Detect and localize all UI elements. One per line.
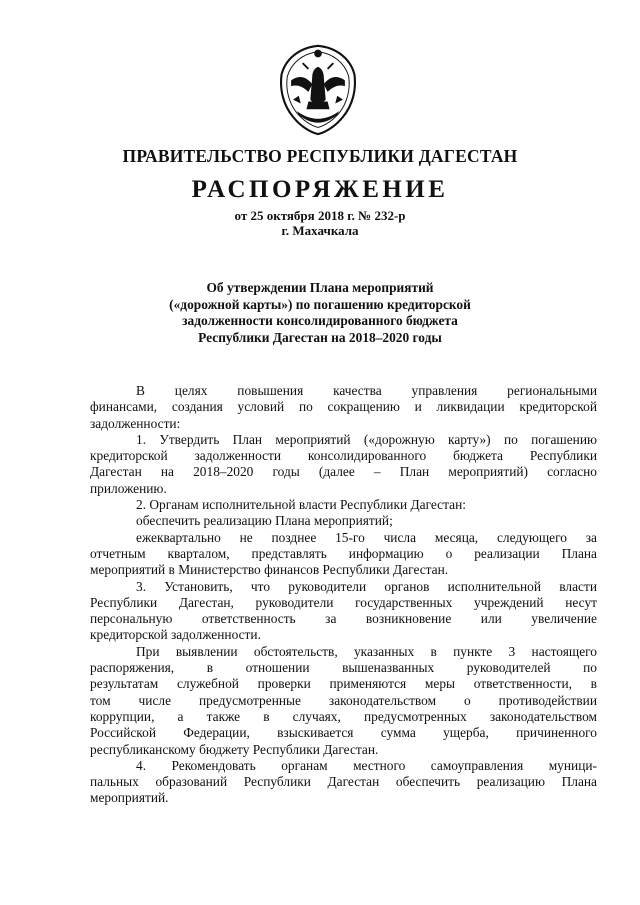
body-line: том числе предусмотренные законодательством о противодействии: [90, 692, 597, 708]
body-line: задолженности:: [90, 415, 181, 431]
body-line: отчетным кварталом, представлять информацию о реализации Плана: [90, 545, 597, 561]
body-line: результатам служебной проверки применяются меры ответственности, в: [90, 676, 597, 692]
document-city: г. Махачкала: [281, 223, 359, 238]
body-line: республиканскому бюджету Республики Дагестан.: [90, 741, 379, 757]
document-subject: [120, 280, 520, 346]
subject-line: Республики Дагестан на 2018–2020 годы: [198, 329, 442, 345]
body-line: кредиторской задолженности консолидированного бюджета Республики: [90, 448, 597, 464]
body-line: В целях повышения качества управления региональными: [136, 383, 597, 398]
dagestan-coat-of-arms-icon: [270, 42, 366, 138]
document-body: [90, 383, 597, 807]
document-type: РАСПОРЯЖЕНИЕ: [191, 176, 449, 203]
subject-line: Об утверждении Плана мероприятий: [206, 280, 434, 295]
body-line: пальных образований Республики Дагестан обеспечить реализацию Плана: [90, 774, 597, 790]
body-line: 1. Утвердить План мероприятий («дорожную карту») по погашению: [136, 431, 597, 447]
body-line: 3. Установить, что руководители органов исполнительной власти: [136, 578, 597, 594]
body-line: персональную ответственность за возникновение или увеличение: [90, 611, 597, 627]
body-line: При выявлении обстоятельств, указанных в пункте 3 настоящего: [136, 643, 597, 659]
body-line: ежеквартально не позднее 15-го числа месяца, следующего за: [136, 529, 597, 545]
body-line: Республики Дагестан, руководители государственных учреждений несут: [90, 594, 597, 610]
government-title: ПРАВИТЕЛЬСТВО РЕСПУБЛИКИ ДАГЕСТАН: [122, 146, 518, 166]
body-line: кредиторской задолженности.: [90, 627, 261, 643]
body-line: распоряжения, в отношении вышеназванных руководителей по: [90, 660, 597, 676]
document-date-number: от 25 октября 2018 г. № 232-р: [234, 208, 406, 223]
body-line: Дагестан на 2018–2020 годы (далее – План мероприятий) согласно: [90, 464, 597, 480]
body-line: Российской Федерации, взыскивается сумма ущерба, причиненного: [90, 725, 597, 741]
body-line: коррупции, а также в случаях, предусмотренных законодательством: [90, 708, 597, 724]
subject-line: задолженности консолидированного бюджета: [182, 313, 458, 328]
subject-line: («дорожной карты») по погашению кредиторской: [169, 296, 471, 312]
body-line: мероприятий в Министерство финансов Республики Дагестан.: [90, 562, 449, 578]
body-line: обеспечить реализацию Плана мероприятий;: [136, 513, 393, 529]
body-line: 2. Органам исполнительной власти Республики Дагестан:: [136, 497, 466, 513]
body-line: мероприятий.: [90, 790, 169, 806]
body-line: 4. Рекомендовать органам местного самоуправления муници-: [136, 757, 597, 773]
body-line: финансами, создания условий по сокращению и ликвидации кредиторской: [90, 399, 597, 415]
body-line: приложению.: [90, 480, 167, 496]
